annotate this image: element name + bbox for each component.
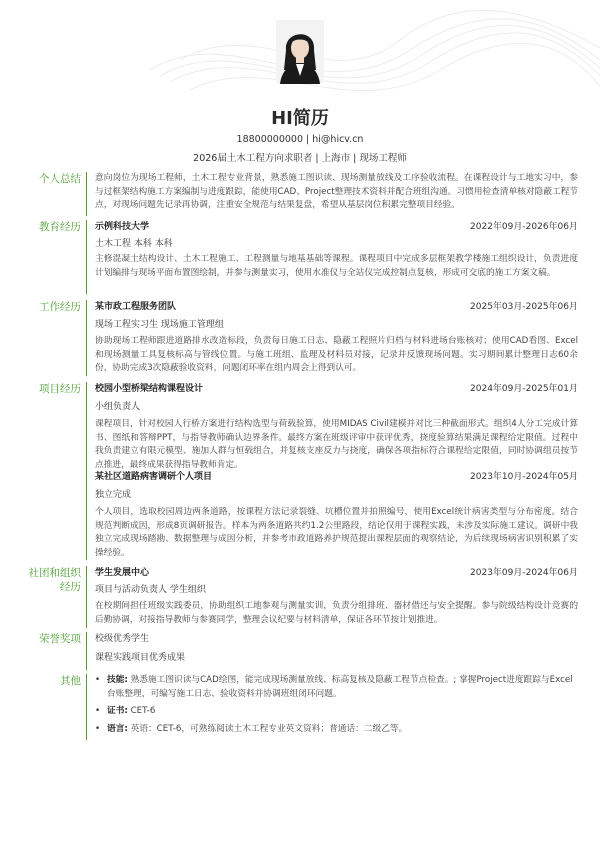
education-text: 主修混凝土结构设计、土木工程施工、工程测量与地基基础等课程。课程项目中完成多层框架教学楼施工组织设计，负责进度计划编排与现场平面布置图绘制，并参与测量实习，使用水准仪与全站仪完成控制点复核，形成可交底的施工方案文稿。: [95, 254, 578, 278]
section-awards: [26, 632, 578, 670]
project-date: 2023年10月-2024年05月: [470, 472, 578, 482]
job-intent: 2026届土木工程方向求职者 | 上海市 | 现场工程师: [193, 153, 407, 164]
avatar: [276, 20, 324, 84]
section-divider: [86, 220, 87, 294]
section-divider: [86, 382, 87, 560]
other-item-key: 技能:: [107, 675, 128, 685]
section-divider: [86, 172, 87, 216]
summary-text: 意向岗位为现场工程师，土木工程专业背景，熟悉施工图识读、现场测量放线及工序验收流程。在课程设计与工地实习中，参与过框架结构施工方案编制与进度跟踪，能使用CAD、Project整理技术资料并配合班组沟通。习惯用检查清单核对隐蔽工程节点，对现场问题先记录再协调，注重安全规范与结果复盘，希望从基层岗位积累完整项目经验。: [95, 173, 578, 210]
section-other: [26, 674, 578, 740]
section-divider: [86, 674, 87, 740]
project-text: 课程项目，针对校园人行桥方案进行结构选型与荷载验算，使用MIDAS Civil建模并对比三种截面形式。组织4人分工完成计算书、图纸和答辩PPT，与指导教师确认边界条件。最终方案在班级评审中获评优秀，挠度验算结果满足课程给定限值。过程中我负责建立有限元模型、施加人群与恒载组合，并复核支座反力与挠度，确保各项指标符合课程给定限值，同时协调组员按节点推进，最终成果获得指导教师肯定。: [95, 419, 578, 470]
contact-info: 18800000000 | hi@hicv.cn: [236, 134, 364, 145]
project-role: 独立完成: [95, 490, 132, 500]
work-text: 协助现场工程师跟进道路排水改造标段，负责每日施工日志、隐蔽工程照片归档与材料进场台账核对；使用CAD看图、Excel和现场测量工具复核标高与管线位置。与施工班组、监理及材料员对接，记录并反馈现场问题。实习期间累计整理日志60余份，协助完成3次隐蔽验收资料，问题闭环率在组内周会上得到认可。: [95, 336, 578, 373]
section-label-education: 教育经历: [39, 221, 81, 233]
section-label-projects: 项目经历: [39, 383, 81, 395]
project-text: 个人项目，选取校园周边两条道路，按课程方法记录裂缝、坑槽位置并拍照编号，使用Excel统计病害类型与分布密度。结合规范判断成因，形成8页调研报告。样本为两条道路共约1.2公里路段，结论仅用于课程实践，未涉及实际施工建议。调研中我独立完成现场踏勘、数据整理与成因分析，并参考市政道路养护规范提出课程层面的观察结论，为后续现场病害识别积累了实操经验。: [95, 507, 578, 558]
resume-name: HI简历: [271, 108, 329, 129]
project-date: 2024年09月-2025年01月: [470, 384, 578, 394]
other-item-value: 英语：CET-6，可熟练阅读土木工程专业英文资料；普通话：二级乙等。: [127, 723, 408, 734]
section-label-campus: 社团和组织经历: [28, 567, 81, 593]
other-item-value: 熟悉施工图识读与CAD绘图，能完成现场测量放线、标高复核及隐蔽工程节点检查。; 掌握Project进度跟踪与Excel台账整理，可编写施工日志、验收资料并协调班组闭环问题。: [107, 675, 573, 699]
project-title: 某社区道路病害调研个人项目: [95, 472, 213, 482]
org-name: 学生发展中心: [95, 568, 150, 578]
project-item: [95, 470, 578, 560]
section-label-other: 其他: [60, 675, 81, 687]
other-item-certificates: [95, 705, 578, 719]
section-summary: [26, 172, 578, 216]
campus-role: 项目与活动负责人 学生组织: [95, 585, 206, 595]
section-divider: [86, 632, 87, 670]
other-item-key: 语言:: [107, 723, 128, 734]
campus-text: 在校期间担任班级实践委员，协助组织工地参观与测量实训，负责分组排班、器材借还与安全提醒。参与院级结构设计竞赛的后勤协调，对接指导教师与参赛同学，整理会议纪要与材料清单，保证各环节按计划推进。: [95, 601, 578, 625]
section-label-summary: 个人总结: [39, 173, 81, 185]
section-label-work: 工作经历: [39, 301, 81, 313]
section-label-awards: 荣誉奖项: [39, 633, 81, 645]
section-projects: [26, 382, 578, 560]
section-work: [26, 300, 578, 376]
company-name: 某市政工程服务团队: [95, 302, 177, 312]
work-role: 现场工程实习生 现场施工管理组: [95, 320, 224, 330]
project-role: 小组负责人: [95, 402, 141, 412]
project-title: 校园小型桥梁结构课程设计: [95, 384, 204, 394]
other-item-languages: [95, 723, 578, 737]
other-item-key: 证书:: [107, 706, 128, 716]
school-name: 示例科技大学: [95, 222, 150, 232]
section-campus: [26, 566, 578, 628]
project-item: [95, 382, 578, 472]
section-divider: [86, 300, 87, 376]
award-item: 课程实践项目优秀成果: [95, 653, 186, 663]
award-item: 校级优秀学生: [95, 634, 150, 644]
degree: 土木工程 本科 本科: [95, 239, 173, 249]
education-date: 2022年09月-2026年06月: [470, 222, 578, 232]
other-item-skills: [95, 674, 578, 701]
section-education: [26, 220, 578, 294]
work-date: 2025年03月-2025年06月: [470, 302, 578, 312]
other-item-value: CET-6: [127, 706, 156, 716]
section-divider: [86, 566, 87, 628]
campus-date: 2023年09月-2024年06月: [470, 568, 578, 578]
